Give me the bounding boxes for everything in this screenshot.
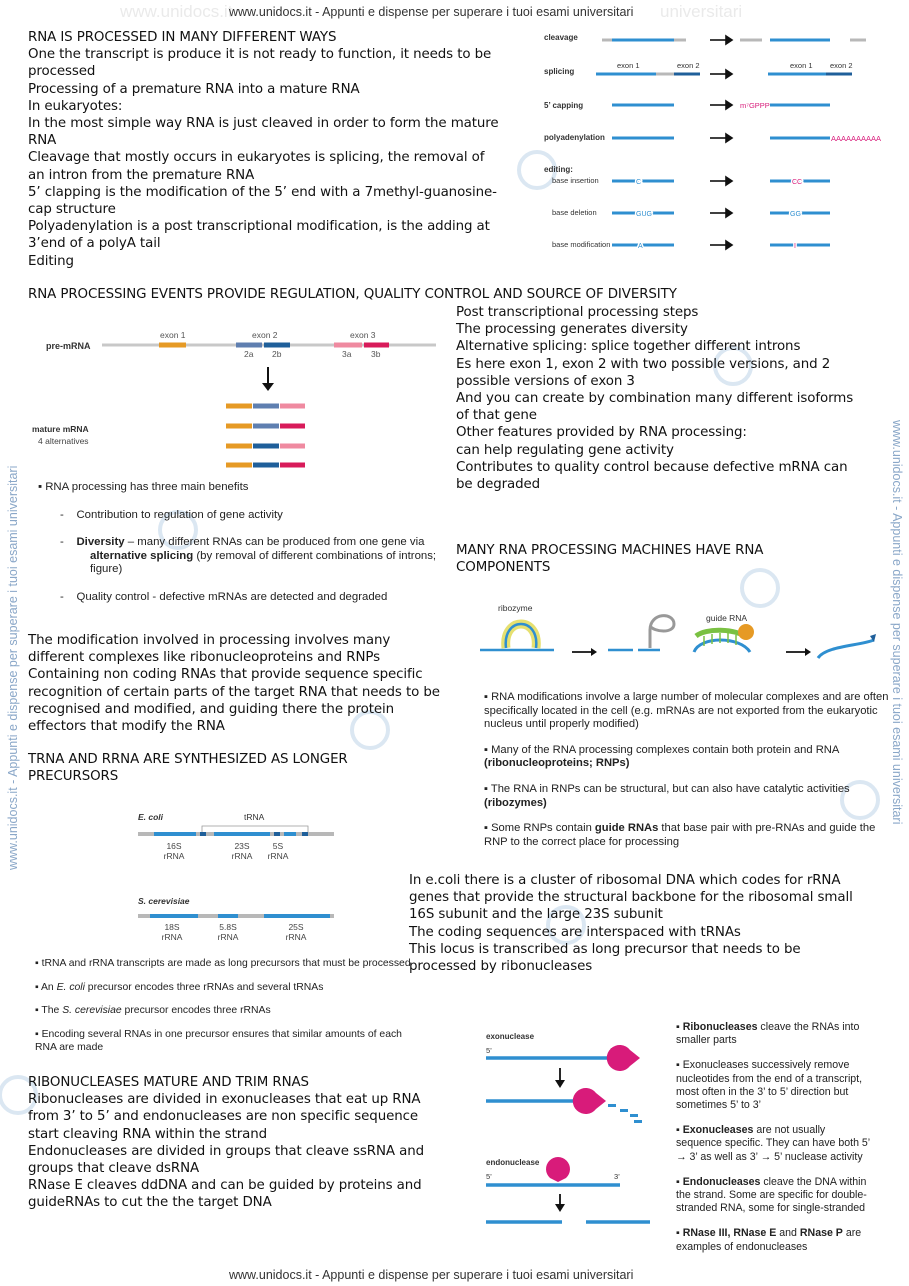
nuclease-bullet-cont: nucleotides from the end of a transcript, xyxy=(676,1072,863,1085)
nuclease-bullet-cont: the strand. Some are specific for double- xyxy=(676,1189,867,1202)
fig4-exonuclease: exonuclease xyxy=(486,1032,535,1041)
fig1-exon2-after: exon 2 xyxy=(830,61,853,70)
fig3-16s: 16S xyxy=(166,841,182,851)
text-line: cap structure xyxy=(28,202,116,218)
precursor-bullet: ▪ The S. cerevisiae precursor encodes three rRNAs xyxy=(35,1005,271,1017)
section-regulation-heading xyxy=(28,286,677,303)
nuclease-bullet-cont: most often in the 3’ to 5’ direction but xyxy=(676,1085,849,1098)
text-line: processed xyxy=(28,64,96,80)
fig3-5s: 5S xyxy=(272,841,284,851)
nuclease-bullets xyxy=(676,1021,870,1254)
text-line: RNA IS PROCESSED IN MANY DIFFERENT WAYS xyxy=(28,30,337,45)
text-line: recognition of certain parts of the target RNA that needs to be xyxy=(28,684,440,700)
nuclease-bullet: ▪ Exonucleases are not usually xyxy=(676,1124,826,1137)
fig3-rrna: rRNA xyxy=(217,932,239,942)
text-line: The coding sequences are interspaced with tRNAs xyxy=(409,924,741,940)
text-line: And you can create by combination many different isoforms xyxy=(456,391,854,407)
fig2-3a: 3a xyxy=(342,349,352,359)
nuclease-bullet-cont: examples of endonucleases xyxy=(676,1240,808,1253)
fig4-endonuclease: endonuclease xyxy=(486,1158,540,1167)
precursor-bullet: ▪ tRNA and rRNA transcripts are made as long precursors that must be processed xyxy=(35,958,411,969)
fig-guide-rna: guide RNA xyxy=(706,613,748,623)
heading-line: MANY RNA PROCESSING MACHINES HAVE RNA xyxy=(456,543,764,558)
benefits-title: ▪ RNA processing has three main benefits xyxy=(38,481,249,493)
fig1-sublabel-deletion: base deletion xyxy=(552,208,597,217)
heading-line: TRNA AND RRNA ARE SYNTHESIZED AS LONGER xyxy=(28,752,348,767)
fig2-pre: pre-mRNA xyxy=(46,341,91,351)
text-line: Polyadenylation is a post transcriptional modification, is the adding at xyxy=(28,219,490,235)
section-rna-machines-heading xyxy=(456,542,763,576)
heading: RNA PROCESSING EVENTS PROVIDE REGULATION, QUALITY CONTROL AND SOURCE OF DIVERSITY xyxy=(28,287,677,302)
text-line: Other features provided by RNA processing: xyxy=(456,425,747,441)
rnp-bullet-cont: (ribonucleoproteins; RNPs) xyxy=(484,757,630,770)
text-line: possible versions of exon 3 xyxy=(456,373,635,389)
text-line: an intron from the premature RNA xyxy=(28,167,255,183)
fig3-rrna: rRNA xyxy=(161,932,183,942)
text-line: of that gene xyxy=(456,408,537,424)
watermark-left-side: www.unidocs.it - Appunti e dispense per superare i tuoi esami universitari xyxy=(6,465,20,870)
figure-processing-types xyxy=(540,28,890,258)
text-line: effectors that modify the RNA xyxy=(28,719,225,735)
fig2-3b: 3b xyxy=(371,349,381,359)
watermark-ghost-top: www.unidocs.it xyxy=(120,2,233,21)
benefit-item: - Contribution to regulation of gene activity xyxy=(60,508,283,521)
fig1-label-cleavage: cleavage xyxy=(544,33,578,42)
fig1-label-splicing: splicing xyxy=(544,67,575,76)
rnp-bullets xyxy=(484,691,888,849)
fig3-rrna: rRNA xyxy=(267,851,289,861)
benefits-list xyxy=(38,481,436,605)
text-line: from 3’ to 5’ and endonucleases are non specific sequence xyxy=(28,1109,419,1125)
fig2-exon3: exon 3 xyxy=(350,330,376,340)
text-line: One the transcript is produce it is not ready to function, it needs to be xyxy=(28,47,492,63)
fig3-trna: tRNA xyxy=(244,812,265,822)
text-line: Ribonucleases are divided in exonucleases that eat up RNA xyxy=(28,1092,421,1108)
heading: RIBONUCLEASES MATURE AND TRIM RNAS xyxy=(28,1075,309,1090)
text-line: The processing generates diversity xyxy=(456,322,688,338)
fig1-ins-before: C xyxy=(636,179,642,186)
rnp-bullet-cont: nucleus until properly modified) xyxy=(484,718,639,731)
fig1-cap: m⁷GPPP xyxy=(740,101,770,110)
text-line: guideRNAs to cut the the target DNA xyxy=(28,1195,272,1211)
rnp-bullet-cont: (ribozymes) xyxy=(484,796,547,809)
fig4-three-endo: 3’ xyxy=(614,1172,620,1181)
fig1-sublabel-modification: base modification xyxy=(552,240,611,249)
fig1-ins-after: CC xyxy=(792,179,803,186)
precursor-bullet-cont: RNA are made xyxy=(35,1042,104,1054)
fig2-2b: 2b xyxy=(272,349,282,359)
text-line: Es here exon 1, exon 2 with two possible versions, and 2 xyxy=(456,356,831,372)
text-line: start cleaving RNA within the strand xyxy=(28,1126,268,1142)
fig3-rrna: rRNA xyxy=(285,932,307,942)
figure-rna-machines xyxy=(478,598,878,670)
nuclease-bullet: ▪ Endonucleases cleave the DNA within xyxy=(676,1175,867,1188)
fig2-2a: 2a xyxy=(244,349,254,359)
rnp-bullet: ▪ RNA modifications involve a large number of molecular complexes and are often xyxy=(484,691,889,703)
text-line: The modification involved in processing involves many xyxy=(28,633,391,648)
watermark-right-side: www.unidocs.it - Appunti e dispense per superare i tuoi esami universitari xyxy=(890,420,904,825)
fig2-exon2: exon 2 xyxy=(252,330,278,340)
fig2-exon1: exon 1 xyxy=(160,330,186,340)
fig-ribozyme: ribozyme xyxy=(498,603,533,613)
fig3-ecoli: E. coli xyxy=(138,812,164,822)
rnp-bullet: ▪ Many of the RNA processing complexes contain both protein and RNA xyxy=(484,743,840,756)
watermark-bottom: www.unidocs.it - Appunti e dispense per superare i tuoi esami universitari xyxy=(229,1268,634,1282)
fig1-del-after: GG xyxy=(790,211,801,218)
section-complexes-text xyxy=(28,632,440,735)
nuclease-bullet-cont: → 3’ as well as 3’ → 5’ nuclease activity xyxy=(676,1150,863,1163)
benefit-item-cont: alternative splicing (by removal of different combinations of introns; xyxy=(90,549,437,562)
text-line: 3’end of a polyA tail xyxy=(28,236,161,252)
text-line: 5’ clapping is the modification of the 5’ end with a 7methyl-guanosine- xyxy=(28,184,497,200)
text-line: In e.coli there is a cluster of ribosomal DNA which codes for rRNA xyxy=(409,873,841,888)
fig1-polya: AAAAAAAAAA xyxy=(831,134,882,143)
text-line: can help regulating gene activity xyxy=(456,442,674,458)
fig3-scer: S. cerevisiae xyxy=(138,896,190,906)
text-line: recognised and modified, and guiding there the protein xyxy=(28,701,395,717)
figure-alternative-splicing xyxy=(28,325,448,475)
text-line: RNase E cleaves ddDNA and can be guided by proteins and xyxy=(28,1178,422,1194)
fig3-rrna: rRNA xyxy=(231,851,253,861)
fig1-label-editing: editing: xyxy=(544,165,573,174)
text-line: Contributes to quality control because defective mRNA can xyxy=(456,459,848,475)
watermark-ghost-top-right: universitari xyxy=(660,2,743,21)
text-line: be degraded xyxy=(456,477,541,493)
watermark-top: www.unidocs.it - Appunti e dispense per superare i tuoi esami universitari xyxy=(229,5,634,19)
text-line: Containing non coding RNAs that provide sequence specific xyxy=(28,667,423,683)
text-line: Processing of a premature RNA into a mature RNA xyxy=(28,81,360,97)
heading-line: PRECURSORS xyxy=(28,769,119,785)
text-line: In eukaryotes: xyxy=(28,98,123,114)
rnp-bullet-cont: specifically located in the cell (e.g. mRNAs are not exported from the eukaryotic xyxy=(484,704,878,717)
fig3-rrna: rRNA xyxy=(163,851,185,861)
text-line: Post transcriptional processing steps xyxy=(456,305,699,320)
text-line: processed by ribonucleases xyxy=(409,959,593,975)
benefit-item: - Quality control - defective mRNAs are detected and degraded xyxy=(60,590,388,603)
fig1-exon2: exon 2 xyxy=(677,61,700,70)
fig1-label-polyadenylation: polyadenylation xyxy=(544,133,605,142)
nuclease-bullet: ▪ Exonucleases successively remove xyxy=(676,1059,850,1072)
section-regulation-text xyxy=(456,304,853,493)
fig3-25s: 25S xyxy=(288,922,304,932)
fig1-del-before: GUG xyxy=(636,211,652,218)
benefit-item-cont: figure) xyxy=(90,563,123,576)
fig1-mod-before: A xyxy=(638,243,643,250)
nuclease-bullet: ▪ Ribonucleases cleave the RNAs into xyxy=(676,1021,860,1033)
text-line: groups that cleave dsRNA xyxy=(28,1161,200,1177)
rnp-bullet: ▪ The RNA in RNPs can be structural, but can also have catalytic activities xyxy=(484,782,850,795)
fig4-five-endo: 5’ xyxy=(486,1172,492,1181)
section-ecoli-text xyxy=(409,872,853,975)
nuclease-bullet: ▪ RNase III, RNase E and RNase P are xyxy=(676,1227,862,1240)
fig1-exon1: exon 1 xyxy=(617,61,640,70)
nuclease-bullet-cont: stranded RNA, some for single-stranded xyxy=(676,1202,866,1215)
fig1-label-capping: 5’ capping xyxy=(544,101,584,110)
text-line: Endonucleases are divided in groups that cleave ssRNA and xyxy=(28,1143,425,1159)
section-ribonucleases-text xyxy=(28,1074,424,1212)
text-line: genes that provide the structural backbone for the ribosomal small xyxy=(409,890,853,906)
fig1-sublabel-insertion: base insertion xyxy=(552,176,599,185)
precursor-bullet: ▪ An E. coli precursor encodes three rRNAs and several tRNAs xyxy=(35,981,324,993)
text-line: RNA xyxy=(28,133,57,149)
text-line: Editing xyxy=(28,253,74,269)
section-precursors-heading xyxy=(28,751,348,785)
text-line: Cleavage that mostly occurs in eukaryotes is splicing, the removal of xyxy=(28,150,485,166)
rnp-bullet: ▪ Some RNPs contain guide RNAs that base pair with pre-RNAs and guide the xyxy=(484,822,876,835)
fig1-exon1-after: exon 1 xyxy=(790,61,813,70)
rnp-bullet-cont: RNP to the correct place for processing xyxy=(484,835,680,848)
fig2-mature: mature mRNA xyxy=(32,424,89,434)
text-line: 16S subunit and the large 23S subunit xyxy=(409,907,663,923)
fig3-58s: 5.8S xyxy=(219,922,237,932)
nuclease-bullet-cont: smaller parts xyxy=(676,1034,737,1047)
fig4-five: 5’ xyxy=(486,1046,492,1055)
benefit-item: - Diversity – many different RNAs can be produced from one gene via xyxy=(60,536,425,549)
figure-nucleases xyxy=(480,1028,660,1228)
text-line: different complexes like ribonucleoproteins and RNPs xyxy=(28,650,380,666)
fig2-alternatives: 4 alternatives xyxy=(38,436,89,446)
fig1-mod-after: I xyxy=(794,243,796,250)
text-line: This locus is transcribed as long precursor that needs to be xyxy=(409,941,801,957)
nuclease-bullet-cont: sometimes 5’ to 3’ xyxy=(676,1099,761,1112)
figure-precursors xyxy=(130,806,350,946)
fig3-18s: 18S xyxy=(164,922,180,932)
section-processing-ways xyxy=(28,29,499,270)
heading-line: COMPONENTS xyxy=(456,560,551,576)
fig3-23s: 23S xyxy=(234,841,250,851)
precursor-bullet: ▪ Encoding several RNAs in one precursor ensures that similar amounts of each xyxy=(35,1028,402,1040)
precursor-bullets xyxy=(35,957,411,1055)
text-line: In the most simple way RNA is just cleaved in order to form the mature xyxy=(28,116,499,132)
nuclease-bullet-cont: sequence specific. They can have both 5’ xyxy=(676,1137,871,1150)
text-line: Alternative splicing: splice together different introns xyxy=(456,339,801,355)
